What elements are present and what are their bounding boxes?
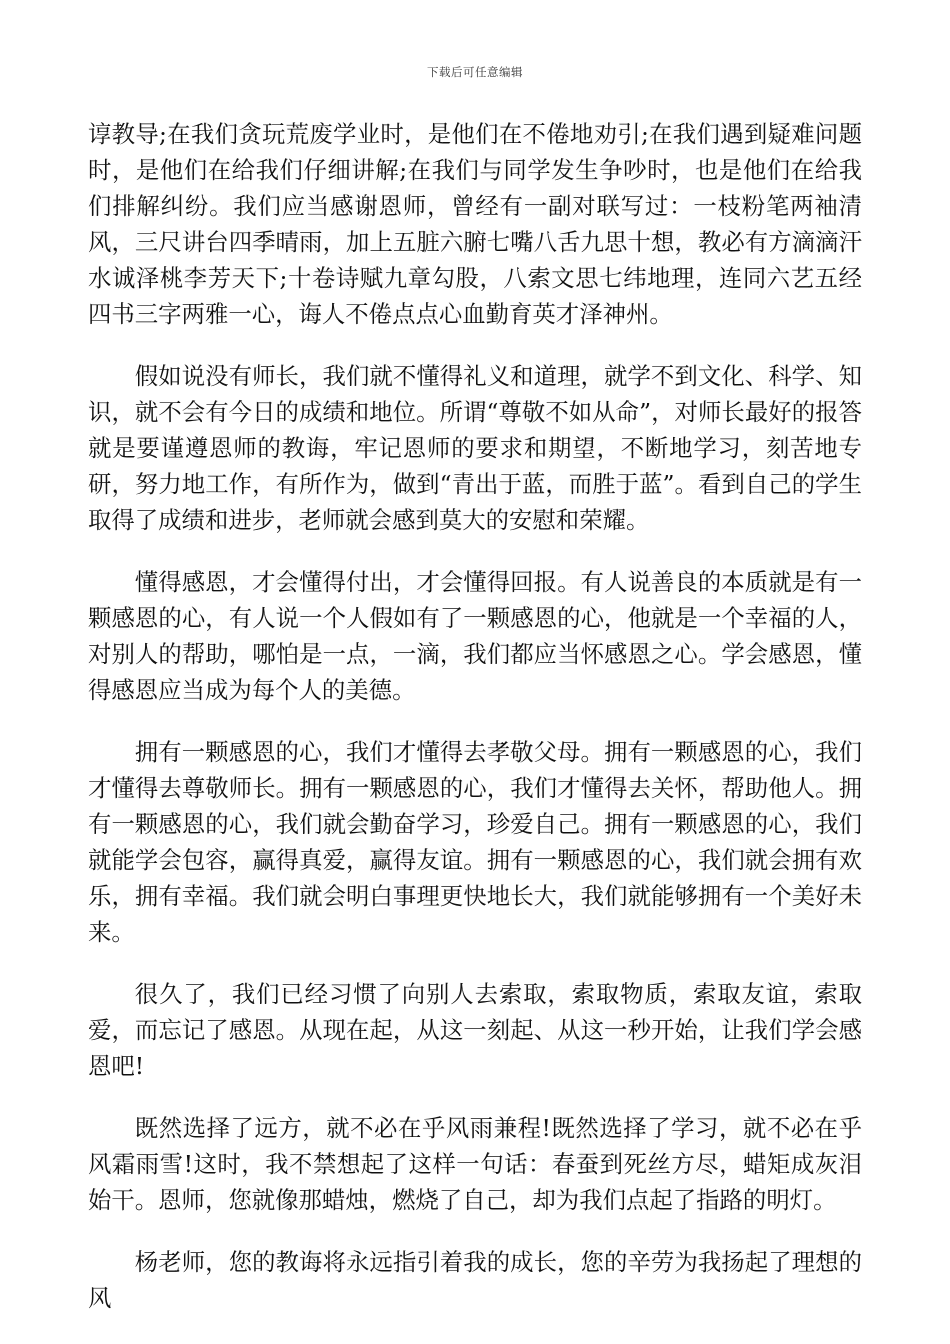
paragraph-4: 拥有一颗感恩的心，我们才懂得去孝敬父母。拥有一颗感恩的心，我们才懂得去尊敬师长。拥有一颗感恩的心，我们才懂得去关怀，帮助他人。拥有一颗感恩的心，我们就会勤奋学习，珍爱自己。拥有一颗感恩的心，我们就能学会包容，赢得真爱，赢得友谊。拥有一颗感恩的心，我们就会拥有欢乐，拥有幸福。我们就会明白事理更快地长大，我们就能够拥有一个美好未来。 — [88, 738, 862, 946]
paragraph-7: 杨老师，您的教诲将永远指引着我的成长，您的辛劳为我扬起了理想的风 — [88, 1248, 862, 1312]
page-header: 下载后可任意编辑 — [427, 65, 523, 79]
paragraph-2: 假如说没有师长，我们就不懂得礼义和道理，就学不到文化、科学、知识，就不会有今日的成绩和地位。所谓“尊敬不如从命”，对师长最好的报答就是要谨遵恩师的教诲，牢记恩师的要求和期望，不断地学习，刻苦地专研，努力地工作，有所作为，做到“青出于蓝，而胜于蓝”。看到自己的学生取得了成绩和进步，老师就会感到莫大的安慰和荣耀。 — [88, 362, 862, 534]
paragraph-6: 既然选择了远方，就不必在乎风雨兼程!既然选择了学习，就不必在乎风霜雨雪!这时，我不禁想起了这样一句话：春蚕到死丝方尽，蜡矩成灰泪始干。恩师，您就像那蜡烛，燃烧了自己，却为我们点起了指路的明灯。 — [88, 1114, 862, 1214]
paragraph-1: 谆教导;在我们贪玩荒废学业时，是他们在不倦地劝引;在我们遇到疑难问题时，是他们在给我们仔细讲解;在我们与同学发生争吵时，也是他们在给我们排解纠纷。我们应当感谢恩师，曾经有一副对联写过：一枝粉笔两袖清风，三尺讲台四季晴雨，加上五脏六腑七嘴八舌九思十想，教必有方滴滴汗水诚泽桃李芳天下;十卷诗赋九章勾股，八索文思七纬地理，连同六艺五经四书三字两雅一心，诲人不倦点点心血勤育英才泽神州。 — [88, 120, 862, 328]
document-body — [88, 116, 862, 1342]
paragraph-3: 懂得感恩，才会懂得付出，才会懂得回报。有人说善良的本质就是有一颗感恩的心，有人说一个人假如有了一颗感恩的心，他就是一个幸福的人，对别人的帮助，哪怕是一点，一滴，我们都应当怀感恩之心。学会感恩，懂得感恩应当成为每个人的美德。 — [88, 568, 862, 704]
paragraph-5: 很久了，我们已经习惯了向别人去索取，索取物质，索取友谊，索取爱，而忘记了感恩。从现在起，从这一刻起、从这一秒开始，让我们学会感恩吧! — [88, 980, 862, 1080]
